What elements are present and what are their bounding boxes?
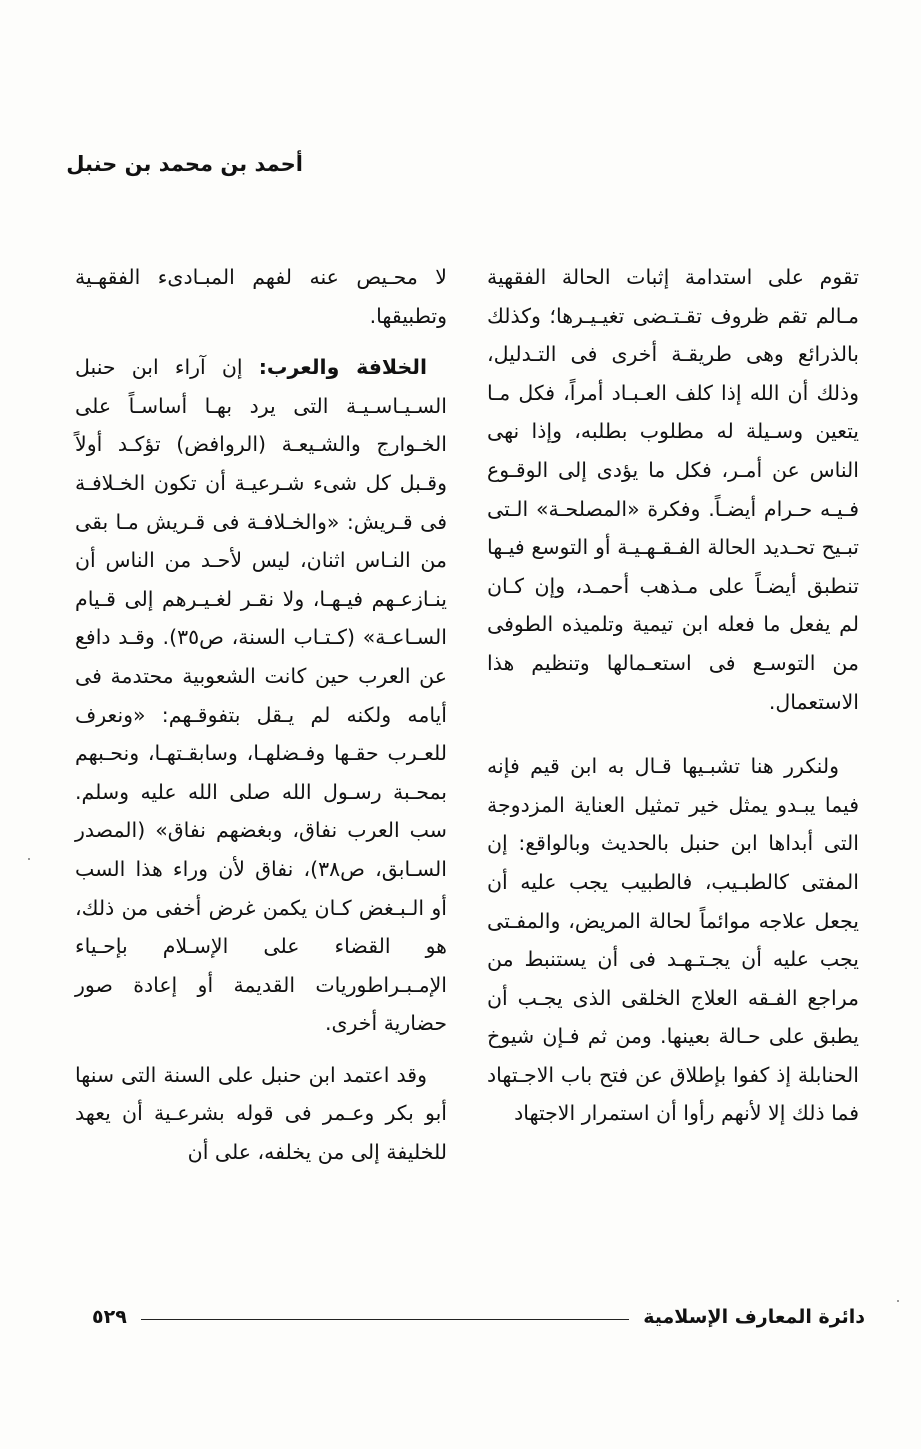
text-column-left — [75, 258, 447, 1185]
scan-speck — [28, 858, 30, 860]
section-heading: الخلافة والعرب: — [258, 355, 427, 380]
publication-title: دائرة المعارف الإسلامية — [643, 1306, 865, 1328]
paragraph — [75, 348, 447, 1043]
paragraph: لا محـيص عنه لفهم المبـادىء الفقهـية وتطبيقها. — [75, 265, 447, 328]
scan-speck — [897, 1300, 899, 1302]
running-title: أحمد بن محمد بن حنبل — [66, 152, 303, 176]
paragraph: ولنكرر هنا تشبـيها قـال به ابن قيم فإنه فيما يبـدو يمثل خير تمثيل العناية المزدوجة التى أبداها ابن حنبل بالحديث وبالواقع: إن المفتى كالطبـيب، فالطبيب يجب عليه أن يجعل علاجه موائماً لحالة المريض، والمفـتى يجب عليه أن يجـتـهـد فى أن يستنبط من مراجع الفـقه العلاج الخلقى الذى يجـب أن يطبق على حـالة بعينها. ومن ثم فـإن شيوخ الحنابلة إذ كفوا بإطلاق عن فتح باب الاجـتهاد فما ذلك إلا لأنهم رأوا أن استمرار الاجتهاد — [487, 754, 859, 1126]
text-column-right — [487, 258, 859, 1146]
paragraph: وقد اعتمد ابن حنبل على السنة التى سنها أبو بكر وعـمر فى قوله بشرعـية أن يعهد للخليفة إلى من يخلفه، على أن — [75, 1062, 447, 1165]
paragraph-body: إن آراء ابن حنبل السـيـاسـيـة التى يرد بهـا أساسـاً على الخـوارج والشـيعـة (الروافض) تؤكـد أولاً وقـبل كل شىء شـرعيـة أن تكون الخـلافـة فى قـريش: «والخـلافـة فى قـريش مـا بقى من النـاس اثنان، ليس لأحـد من الناس أن ينـازعـهم فيـهـا، ولا نقـر لغـيـرهم إلى قـيام السـاعـة» (كـتـاب السنة، ص٣٥). وقـد دافع عن العرب حين كانت الشعوبية محتدمة فى أيامه ولكنه لم يـقل بتفوقـهم: «ونعرف للعـرب حقـها وفـضلهـا، وسابقـتهـا، ونحـبهم بمحـبة رسـول الله صلى الله عليه وسلم. سب العرب نفاق، وبغضهم نفاق» (المصدر السـابق، ص٣٨)، نفاق لأن وراء هذا السب أو الـبـغض كـان يكمن غرض أخفى من ذلك، هو القضاء على الإسـلام بإحـياء الإمـبـراطوريات القديمة أو إعادة صور حضارية أخرى. — [75, 355, 447, 1036]
page-footer — [92, 1306, 865, 1328]
page-number: ٥٢٩ — [92, 1306, 127, 1328]
footer-rule — [141, 1319, 629, 1320]
paragraph: تقوم على استدامة إثبات الحالة الفقهية مـالم تقم ظروف تقـتـضى تغيـيـرها؛ وكذلك بالذرائع وهى طريقـة أخرى فى التـدليل، وذلك أن الله إذا كلف العـبـاد أمراً، فكل مـا يتعين وسـيلة له مطلوب بطلبه، وإذا نهى الناس عن أمـر، فكل ما يؤدى إلى الوقـوع فـيـه حـرام أيضـاً. وفكرة «المصلحـة» الـتى تبـيح تحـديد الحالة الفـقـهـيـة أو التوسع فيـها تنطبق أيضـاً على مـذهب أحمـد، وإن كـان لم يفعل ما فعله ابن تيمية وتلميذه الطوفى من التوسـع فى استعـمالها وتنظيم هذا الاستعمال. — [487, 265, 859, 714]
